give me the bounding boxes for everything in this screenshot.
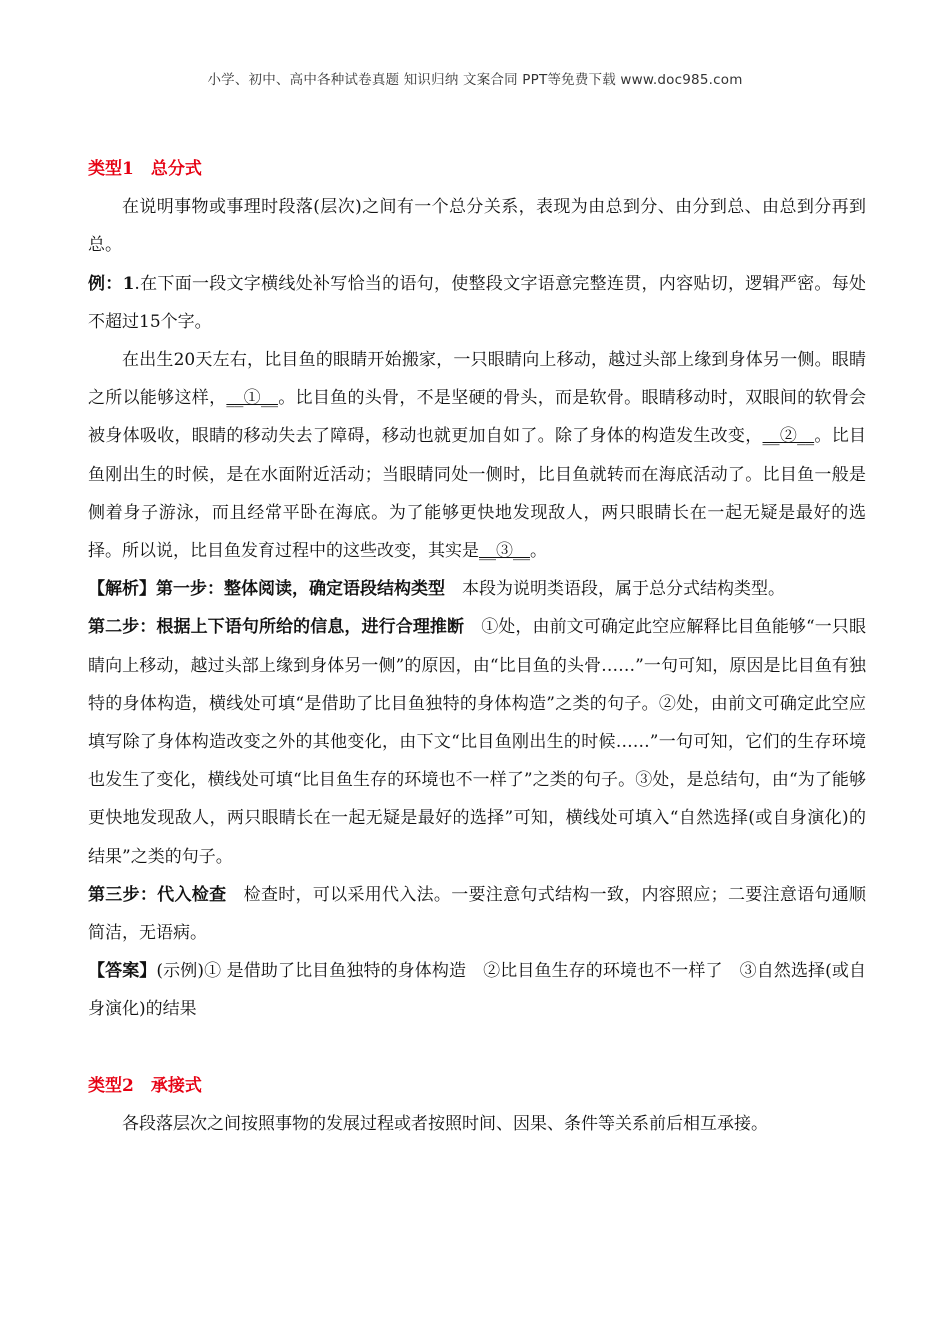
blank-1: __①__ xyxy=(226,388,278,409)
analysis-step3 xyxy=(88,876,866,952)
answer-text: (示例)① 是借助了比目鱼独特的身体构造 ②比目鱼生存的环境也不一样了 ③自然选择(或自身演化)的结果 xyxy=(88,961,866,1020)
section1-title: 类型1 总分式 xyxy=(88,159,202,179)
blank-2: __②__ xyxy=(762,426,815,447)
section2-title: 类型2 承接式 xyxy=(88,1075,202,1096)
analysis-step1 xyxy=(88,570,866,608)
passage-part-a: 在出生20天左右，比目鱼的眼睛开始搬家，一只眼睛向上移动，越过头部上缘到身体另一侧。眼睛之所以能够这样， xyxy=(88,350,866,409)
passage-part-b: 。比目鱼的头骨，不是坚硬的骨头，而是软骨。眼睛移动时，双眼间的软骨会被身体吸收，眼睛的移动失去了障碍，移动也就更加自如了。除了身体的构造发生改变， xyxy=(88,388,867,447)
answer-label: 【答案】 xyxy=(88,961,157,982)
section2-intro: 各段落层次之间按照事物的发展过程或者按照时间、因果、条件等关系前后相互承接。 xyxy=(122,1113,768,1134)
passage-part-c: 。比目鱼刚出生的时候，是在水面附近活动；当眼睛同处一侧时，比目鱼就转而在海底活动了。比目鱼一般是侧着身子游泳，而且经常平卧在海底。为了能够更快地发现敌人，两只眼睛长在一起无疑是最好的选择。所以说，比目鱼发育过程中的这些改变，其实是 xyxy=(88,426,867,562)
document-body xyxy=(88,150,866,1143)
passage-end: 。 xyxy=(530,541,547,562)
analysis-step2-text: ①处，由前文可确定此空应解释比目鱼能够“一只眼睛向上移动，越过头部上缘到身体另一侧”的原因，由“比目鱼的头骨……”一句可知，原因是比目鱼有独特的身体构造，横线处可填“是借助了比目鱼独特的身体构造”之类的句子。②处，由前文可确定此空应填写除了身体构造改变之外的其他变化，由下文“比目鱼刚出生的时候……”一句可知，它们的生存环境也发生了变化，横线处可填“比目鱼生存的环境也不一样了”之类的句子。③处，是总结句，由“为了能够更快地发现敌人，两只眼睛长在一起无疑是最好的选择”可知，横线处可填入“自然选择(或自身演化)的结果”之类的句子。 xyxy=(88,617,866,867)
page-header: 小学、初中、高中各种试卷真题 知识归纳 文案合同 PPT等免费下载 www.doc985.com xyxy=(207,72,743,88)
analysis-label: 【解析】第一步：整体阅读，确定语段结构类型 xyxy=(88,579,445,600)
analysis-step2 xyxy=(88,608,866,875)
answer xyxy=(88,952,866,1028)
example-text: .在下面一段文字横线处补写恰当的语句，使整段文字语意完整连贯，内容贴切，逻辑严密。每处不超过15个字。 xyxy=(88,273,866,332)
analysis-step3-text: 检查时，可以采用代入法。一要注意句式结构一致，内容照应；二要注意语句通顺简洁，无语病。 xyxy=(88,884,867,944)
section1-intro: 在说明事物或事理时段落(层次)之间有一个总分关系，表现为由总到分、由分到总、由总到分再到总。 xyxy=(88,197,866,256)
spacer xyxy=(88,1029,866,1067)
example-passage xyxy=(88,341,866,570)
analysis-step1-text: 本段为说明类语段，属于总分式结构类型。 xyxy=(445,579,785,600)
example-label: 例：1 xyxy=(88,273,135,294)
example-question xyxy=(88,265,866,341)
step2-label: 第二步：根据上下语句所给的信息，进行合理推断 xyxy=(88,617,465,638)
blank-3: __③__ xyxy=(479,541,530,562)
step3-label: 第三步：代入检查 xyxy=(88,884,227,905)
